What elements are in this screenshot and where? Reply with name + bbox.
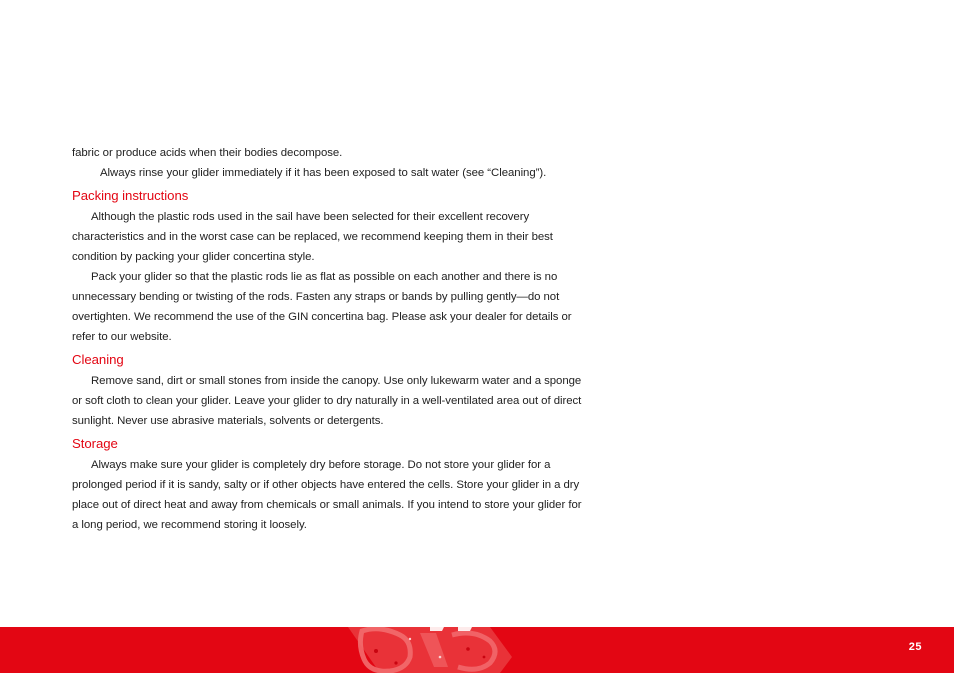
cleaning-paragraph: Remove sand, dirt or small stones from inside the canopy. Use only lukewarm water and a sponge or soft cloth to clean your glider. Leave your glider to dry naturally in a well-ventilated area out of direct sunlight. Never use abrasive materials, solvents or detergents. [72,375,582,427]
footer-bar [0,627,954,673]
packing-paragraph-2: Pack your glider so that the plastic rods lie as flat as possible on each another and there is no unnecessary bending or twisting of the rods. Fasten any straps or bands by pulling gently—do not overtighten. We recommend the use of the GIN concertina bag. Please ask your dealer for details or refer to our website. [72,271,572,343]
storage-paragraph: Always make sure your glider is completely dry before storage. Do not store your glider for a prolonged period if it is sandy, salty or if other objects have entered the cells. Store your glider in a dry place out of direct heat and away from chemicals or small animals. If you intend to store your glider for a long period, we recommend storing it loosely. [72,459,582,531]
page-number: 25 [908,641,922,653]
storage-heading: Storage [72,436,118,451]
rinse-note: Always rinse your glider immediately if it has been exposed to salt water (see “Cleaning”). [100,167,547,179]
packing-paragraph-1: Although the plastic rods used in the sail have been selected for their excellent recovery characteristics and in the worst case can be replaced, we recommend keeping them in their best condition by packing your glider concertina style. [72,211,553,263]
packing-heading: Packing instructions [72,188,189,203]
page-content [72,143,587,535]
gin-logo-icon [340,627,520,673]
intro-text: fabric or produce acids when their bodies decompose. [72,147,343,159]
cleaning-heading: Cleaning [72,352,124,367]
